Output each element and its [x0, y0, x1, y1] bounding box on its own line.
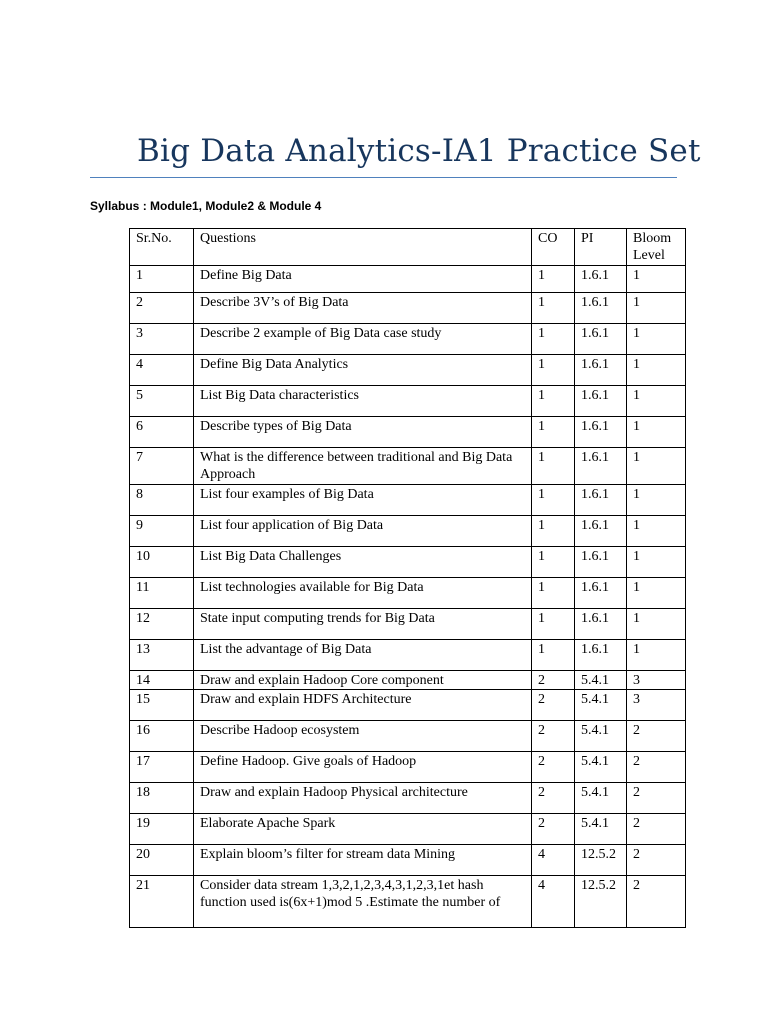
header-questions: Questions	[194, 229, 532, 266]
cell-question: Explain bloom’s filter for stream data Mining	[194, 845, 532, 876]
header-co: CO	[532, 229, 575, 266]
cell-bloom-level: 1	[627, 609, 686, 640]
cell-question: List technologies available for Big Data	[194, 578, 532, 609]
cell-pi: 1.6.1	[575, 516, 627, 547]
cell-bloom-level: 1	[627, 547, 686, 578]
table-row	[130, 783, 686, 814]
cell-sr-no: 1	[130, 266, 194, 293]
table-row	[130, 814, 686, 845]
cell-pi: 1.6.1	[575, 547, 627, 578]
syllabus-line: Syllabus : Module1, Module2 & Module 4	[90, 199, 322, 213]
cell-bloom-level: 2	[627, 814, 686, 845]
cell-co: 1	[532, 516, 575, 547]
cell-co: 2	[532, 783, 575, 814]
table-row	[130, 671, 686, 690]
cell-bloom-level: 2	[627, 876, 686, 928]
cell-sr-no: 6	[130, 417, 194, 448]
cell-sr-no: 5	[130, 386, 194, 417]
cell-sr-no: 7	[130, 448, 194, 485]
cell-co: 2	[532, 690, 575, 721]
cell-sr-no: 14	[130, 671, 194, 690]
cell-question: Draw and explain Hadoop Physical architecture	[194, 783, 532, 814]
cell-bloom-level: 1	[627, 417, 686, 448]
table-row	[130, 448, 686, 485]
questions-table	[129, 228, 686, 928]
cell-question: List Big Data Challenges	[194, 547, 532, 578]
cell-co: 1	[532, 547, 575, 578]
cell-bloom-level: 2	[627, 752, 686, 783]
cell-co: 1	[532, 266, 575, 293]
table-row	[130, 752, 686, 783]
table-row	[130, 578, 686, 609]
header-bloom-level: Bloom Level	[627, 229, 686, 266]
cell-co: 1	[532, 386, 575, 417]
cell-question: Define Hadoop. Give goals of Hadoop	[194, 752, 532, 783]
cell-pi: 1.6.1	[575, 448, 627, 485]
cell-sr-no: 17	[130, 752, 194, 783]
cell-pi: 1.6.1	[575, 386, 627, 417]
title-underline	[90, 177, 677, 178]
cell-bloom-level: 1	[627, 640, 686, 671]
table-row	[130, 609, 686, 640]
cell-pi: 5.4.1	[575, 814, 627, 845]
cell-bloom-level: 1	[627, 578, 686, 609]
cell-question: Describe types of Big Data	[194, 417, 532, 448]
cell-question: Define Big Data	[194, 266, 532, 293]
table-row	[130, 485, 686, 516]
header-sr-no: Sr.No.	[130, 229, 194, 266]
page-title: Big Data Analytics-IA1 Practice Set	[137, 133, 701, 169]
table-row	[130, 266, 686, 293]
cell-question: Draw and explain HDFS Architecture	[194, 690, 532, 721]
cell-question: Consider data stream 1,3,2,1,2,3,4,3,1,2,3,1et hash function used is(6x+1)mod 5 .Estimate the number of	[194, 876, 532, 928]
cell-sr-no: 18	[130, 783, 194, 814]
cell-sr-no: 3	[130, 324, 194, 355]
cell-co: 4	[532, 845, 575, 876]
cell-bloom-level: 1	[627, 448, 686, 485]
cell-co: 1	[532, 293, 575, 324]
cell-bloom-level: 1	[627, 516, 686, 547]
table-row	[130, 547, 686, 578]
cell-co: 1	[532, 640, 575, 671]
table-row	[130, 690, 686, 721]
cell-sr-no: 8	[130, 485, 194, 516]
table-row	[130, 417, 686, 448]
cell-bloom-level: 1	[627, 266, 686, 293]
cell-sr-no: 9	[130, 516, 194, 547]
cell-question: Draw and explain Hadoop Core component	[194, 671, 532, 690]
cell-bloom-level: 3	[627, 671, 686, 690]
cell-pi: 5.4.1	[575, 783, 627, 814]
table-header-row	[130, 229, 686, 266]
cell-co: 1	[532, 448, 575, 485]
cell-bloom-level: 3	[627, 690, 686, 721]
cell-sr-no: 21	[130, 876, 194, 928]
cell-co: 2	[532, 814, 575, 845]
cell-question: Describe 2 example of Big Data case study	[194, 324, 532, 355]
cell-pi: 1.6.1	[575, 355, 627, 386]
table-row	[130, 640, 686, 671]
cell-sr-no: 20	[130, 845, 194, 876]
cell-pi: 5.4.1	[575, 721, 627, 752]
cell-pi: 12.5.2	[575, 845, 627, 876]
cell-bloom-level: 1	[627, 293, 686, 324]
cell-pi: 1.6.1	[575, 266, 627, 293]
cell-co: 2	[532, 752, 575, 783]
cell-question: List the advantage of Big Data	[194, 640, 532, 671]
cell-question: Elaborate Apache Spark	[194, 814, 532, 845]
cell-pi: 5.4.1	[575, 752, 627, 783]
cell-sr-no: 19	[130, 814, 194, 845]
cell-question: List four examples of Big Data	[194, 485, 532, 516]
cell-bloom-level: 2	[627, 721, 686, 752]
cell-pi: 1.6.1	[575, 417, 627, 448]
table-row	[130, 386, 686, 417]
cell-pi: 1.6.1	[575, 578, 627, 609]
table-row	[130, 324, 686, 355]
cell-pi: 5.4.1	[575, 671, 627, 690]
table-row	[130, 293, 686, 324]
cell-question: List Big Data characteristics	[194, 386, 532, 417]
cell-co: 2	[532, 671, 575, 690]
cell-bloom-level: 1	[627, 355, 686, 386]
cell-pi: 1.6.1	[575, 640, 627, 671]
cell-bloom-level: 1	[627, 485, 686, 516]
table-row	[130, 516, 686, 547]
cell-bloom-level: 2	[627, 783, 686, 814]
cell-co: 1	[532, 417, 575, 448]
cell-pi: 1.6.1	[575, 485, 627, 516]
cell-pi: 1.6.1	[575, 324, 627, 355]
cell-pi: 1.6.1	[575, 609, 627, 640]
cell-co: 1	[532, 485, 575, 516]
cell-pi: 1.6.1	[575, 293, 627, 324]
cell-co: 1	[532, 324, 575, 355]
cell-sr-no: 10	[130, 547, 194, 578]
cell-co: 1	[532, 578, 575, 609]
header-pi: PI	[575, 229, 627, 266]
cell-pi: 5.4.1	[575, 690, 627, 721]
cell-sr-no: 13	[130, 640, 194, 671]
cell-bloom-level: 1	[627, 386, 686, 417]
cell-bloom-level: 1	[627, 324, 686, 355]
cell-question: Describe 3V’s of Big Data	[194, 293, 532, 324]
cell-sr-no: 12	[130, 609, 194, 640]
cell-question: Define Big Data Analytics	[194, 355, 532, 386]
cell-sr-no: 11	[130, 578, 194, 609]
cell-co: 1	[532, 355, 575, 386]
cell-question: List four application of Big Data	[194, 516, 532, 547]
cell-sr-no: 15	[130, 690, 194, 721]
cell-question: Describe Hadoop ecosystem	[194, 721, 532, 752]
cell-co: 1	[532, 609, 575, 640]
cell-question: What is the difference between traditional and Big Data Approach	[194, 448, 532, 485]
table-row	[130, 721, 686, 752]
cell-co: 2	[532, 721, 575, 752]
table-row	[130, 876, 686, 928]
table-row	[130, 845, 686, 876]
cell-co: 4	[532, 876, 575, 928]
cell-bloom-level: 2	[627, 845, 686, 876]
cell-sr-no: 4	[130, 355, 194, 386]
table-row	[130, 355, 686, 386]
cell-sr-no: 16	[130, 721, 194, 752]
questions-table-body	[130, 229, 686, 928]
cell-sr-no: 2	[130, 293, 194, 324]
cell-question: State input computing trends for Big Data	[194, 609, 532, 640]
cell-pi: 12.5.2	[575, 876, 627, 928]
